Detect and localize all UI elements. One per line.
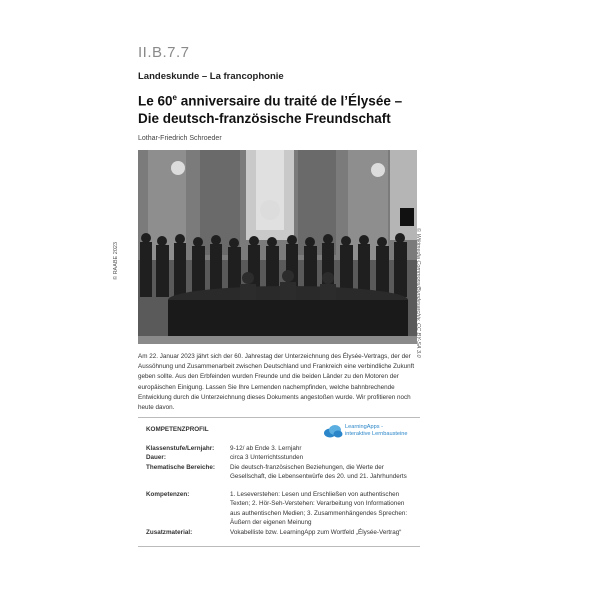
historical-photo — [138, 150, 417, 344]
author: Lothar-Friedrich Schroeder — [138, 135, 222, 142]
row-value: circa 3 Unterrichtsstunden — [230, 454, 304, 461]
learningapps-logo — [323, 422, 415, 440]
row-value: Vokabelliste bzw. LearningApp zum Wortfeld „Élysée-Vertrag“ — [230, 529, 402, 536]
title-line1-pre: Le 60 — [138, 93, 173, 109]
learningapps-label — [345, 424, 408, 437]
title-superscript: e — [172, 93, 177, 102]
subject-heading: Landeskunde – La francophonie — [138, 71, 284, 82]
title-line2: Die deutsch-französische Freundschaft — [138, 110, 391, 126]
row-label: Kompetenzen: — [146, 491, 190, 498]
profile-heading: KOMPETENZPROFIL — [146, 426, 209, 433]
row-value: 9-12/ ab Ende 3. Lernjahr — [230, 445, 302, 452]
logo-line2: interaktive Lernbausteine — [345, 430, 408, 437]
row-value: Die deutsch-französischen Beziehungen, die Werte der Gesellschaft, die Lebensentwürfe des 20. und 21. Jahrhunderts — [230, 464, 407, 481]
side-copyright: © RAABE 2023 — [113, 242, 119, 280]
intro-paragraph: Am 22. Januar 2023 jährt sich der 60. Jahrestag der Unterzeichnung des Élysée-Vertrags, der der Aussöhnung und Zusammenarbeit zwischen Deutschland und Frankreich eine verbindliche Zukunft geben sollte. Aus den Erbfeinden wurden Freunde und die beiden Länder zu den Motoren der europäischen Einigung. Lassen Sie Ihre Lernenden nachempfinden, welche bahnbrechende Entwicklung durch die Unterzeichnung dieses Dokuments angestoßen wurde. Wir profitieren noch heute davon. — [138, 353, 415, 412]
row-value: 1. Leseverstehen: Lesen und Erschließen von authentischen Texten; 2. Hör-Seh-Verstehen: Verarbeitung von Informationen aus authentischen Medien; 3. Zusammenhängendes Sprechen: Äußern der eigenen Meinung — [230, 491, 408, 526]
section-code: II.B.7.7 — [138, 44, 190, 61]
row-label: Zusatzmaterial: — [146, 529, 193, 536]
photo-illustration — [138, 150, 417, 344]
cloud-icon — [323, 424, 343, 438]
competence-profile — [138, 417, 420, 547]
page-title — [138, 89, 402, 127]
logo-line1: LearningApps - — [345, 424, 383, 430]
row-label: Klassenstufe/Lernjahr: — [146, 445, 215, 452]
photo-credit: © Wikimedia Commons/Bundesarchiv, CC BY-SA 3.0 — [415, 228, 421, 358]
title-line1-post: anniversaire du traité de l’Élysée – — [176, 93, 403, 109]
row-label: Thematische Bereiche: — [146, 464, 215, 471]
row-label: Dauer: — [146, 454, 166, 461]
